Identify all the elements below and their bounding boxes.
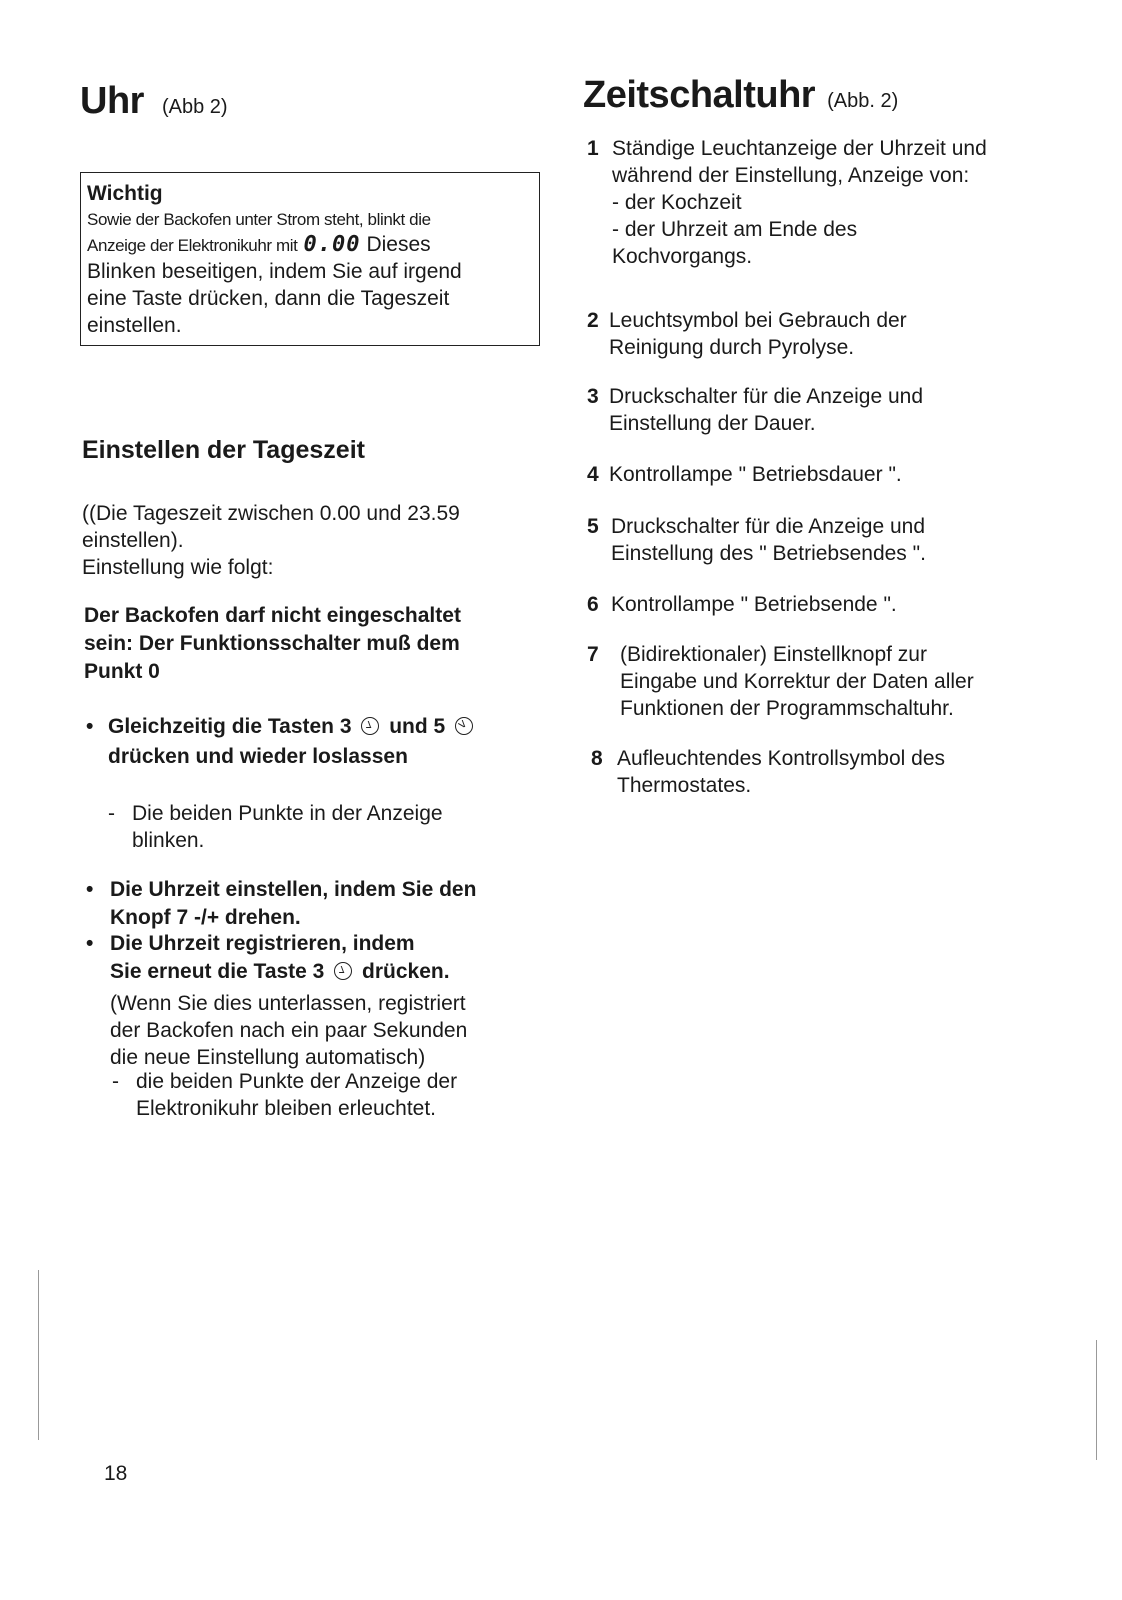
legend-line: Thermostates. (617, 774, 752, 797)
legend-line: während der Einstellung, Anzeige von: (612, 164, 970, 187)
intro-text (82, 500, 532, 581)
legend-item (587, 461, 1057, 488)
legend-line: Kochvorgangs. (612, 245, 753, 268)
step3-note (110, 990, 550, 1071)
step1-note (108, 800, 528, 854)
legend-line: Kontrollampe " Betriebsdauer ". (609, 463, 902, 486)
warning-line: sein: Der Funktionsschalter muß dem (84, 632, 460, 655)
note-line: Elektronikuhr bleiben erleuchtet. (136, 1097, 437, 1120)
title-text: Zeitschaltuhr (583, 74, 816, 116)
note-line: blinken. (132, 829, 205, 852)
legend-number: 8 (591, 747, 603, 770)
legend-line: Reinigung durch Pyrolyse. (609, 336, 855, 359)
note-line: die neue Einstellung automatisch) (110, 1046, 426, 1069)
legend-line: - der Kochzeit (612, 191, 742, 214)
end-time-icon (455, 717, 473, 735)
step-line: Knopf 7 -/+ drehen. (110, 906, 301, 929)
warning-text (84, 602, 544, 686)
notice-line: eine Taste drücken, dann die Tageszeit (87, 287, 450, 310)
note-line: Die beiden Punkte in der Anzeige (132, 802, 443, 825)
legend-item (587, 641, 1057, 722)
step-text: und 5 (389, 715, 446, 738)
warning-line: Der Backofen darf nicht eingeschaltet (84, 604, 461, 627)
step-text: Gleichzeitig die Tasten 3 (108, 715, 352, 738)
legend-item (591, 745, 1061, 799)
legend-item (587, 513, 1057, 567)
legend-line: Druckschalter für die Anzeige und (611, 515, 926, 538)
step-register-time (86, 930, 546, 986)
step-line: Die Uhrzeit registrieren, indem (110, 932, 415, 955)
scan-edge-line (38, 1270, 39, 1440)
legend-number: 3 (587, 385, 599, 408)
legend-line: Leuchtsymbol bei Gebrauch der (609, 309, 907, 332)
note-line: die beiden Punkte der Anzeige der (136, 1070, 458, 1093)
warning-line: Punkt 0 (84, 660, 160, 683)
section-title: Einstellen der Tageszeit (82, 436, 365, 464)
intro-line: einstellen). (82, 529, 184, 552)
page-number: 18 (104, 1462, 128, 1485)
legend-line: Funktionen der Programmschaltuhr. (620, 697, 954, 720)
notice-line: einstellen. (87, 314, 182, 337)
step-line (110, 958, 546, 986)
legend-item (587, 383, 1057, 437)
bullet: • (86, 715, 94, 738)
bullet: • (86, 932, 94, 955)
legend-number: 1 (587, 137, 599, 160)
page-title-zeitschaltuhr (583, 74, 898, 117)
legend-number: 2 (587, 309, 599, 332)
step-set-time (86, 876, 546, 932)
clock-icon (361, 717, 379, 735)
legend-line: Einstellung des " Betriebsendes ". (611, 542, 926, 565)
legend-item (587, 135, 1057, 270)
legend-line: - der Uhrzeit am Ende des (612, 218, 858, 241)
notice-line: Sowie der Backofen unter Strom steht, blinkt die (87, 210, 431, 229)
legend-line: Kontrollampe " Betriebsende ". (611, 593, 897, 616)
legend-line: Einstellung der Dauer. (609, 412, 816, 435)
note-line: der Backofen nach ein paar Sekunden (110, 1019, 468, 1042)
notice-heading: Wichtig (87, 182, 163, 205)
step-press-both-buttons (86, 712, 546, 772)
scan-edge-line (1096, 1340, 1097, 1460)
note-line: (Wenn Sie dies unterlassen, registriert (110, 992, 466, 1015)
legend-number: 7 (587, 643, 599, 666)
legend-line: Druckschalter für die Anzeige und (609, 385, 924, 408)
step3-dash-note (112, 1068, 552, 1122)
dash: - (112, 1070, 119, 1093)
legend-line: Ständige Leuchtanzeige der Uhrzeit und (612, 137, 987, 160)
legend-line: (Bidirektionaler) Einstellknopf zur (620, 643, 927, 666)
legend-item (587, 591, 1057, 618)
lcd-display-value: 0.00 (303, 232, 361, 257)
step-line (108, 712, 546, 742)
title-text: Uhr (80, 80, 144, 122)
legend-line: Eingabe und Korrektur der Daten aller (620, 670, 974, 693)
dash: - (108, 802, 115, 825)
intro-line: Einstellung wie folgt: (82, 556, 274, 579)
timer-legend-list (587, 135, 1057, 815)
legend-item (587, 307, 1057, 361)
intro-line: ((Die Tageszeit zwischen 0.00 und 23.59 (82, 502, 460, 525)
bullet: • (86, 878, 94, 901)
notice-text: Anzeige der Elektronikuhr mit (87, 236, 298, 255)
legend-number: 5 (587, 515, 599, 538)
legend-number: 4 (587, 463, 599, 486)
step-line: Die Uhrzeit einstellen, indem Sie den (110, 878, 477, 901)
clock-icon (334, 962, 352, 980)
notice-line: Blinken beseitigen, indem Sie auf irgend (87, 260, 462, 283)
important-notice-box (80, 172, 540, 346)
step-text: drücken. (362, 960, 450, 983)
page-title-uhr (80, 80, 228, 123)
figure-reference: (Abb 2) (161, 96, 228, 118)
notice-line (87, 232, 531, 258)
step-line: drücken und wieder loslassen (108, 745, 408, 768)
notice-text: Dieses (366, 233, 431, 256)
legend-number: 6 (587, 593, 599, 616)
step-text: Sie erneut die Taste 3 (110, 960, 325, 983)
figure-reference: (Abb. 2) (827, 90, 899, 112)
legend-line: Aufleuchtendes Kontrollsymbol des (617, 747, 946, 770)
